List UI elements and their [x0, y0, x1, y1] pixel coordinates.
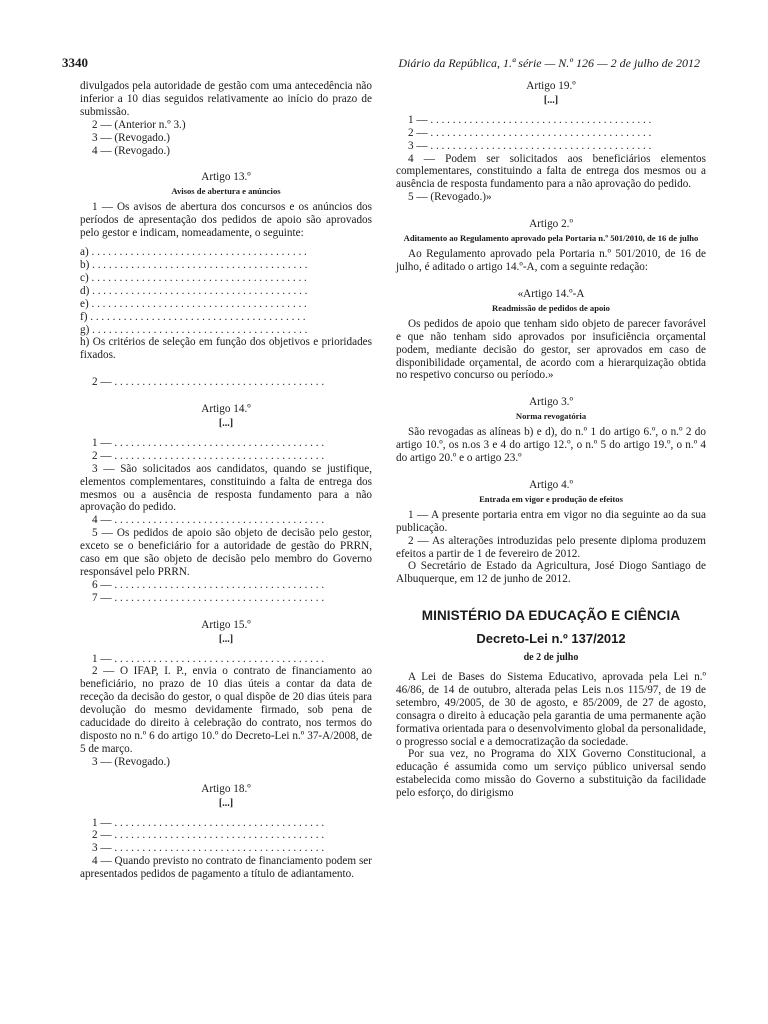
ministry-heading: MINISTÉRIO DA EDUCAÇÃO E CIÊNCIA	[421, 608, 681, 624]
paragraph: 3 — (Revogado.)	[92, 131, 170, 144]
paragraph: 2 — . . . . . . . . . . . . . . . . . . . . . . . . . . . . . . . . . . . . . .	[92, 449, 325, 462]
paragraph: 4 — Quando previsto no contrato de financiamento podem ser apresentados pedidos de pagamento a título de adiantamento.	[80, 855, 372, 881]
paragraph: A Lei de Bases do Sistema Educativo, aprovada pela Lei n.º 46/86, de 14 de outubro, alterada pelas Leis n.os 115/97, de 19 de setembro, 49/2005, de 30 de agosto, e 85/2009, de 27 de agosto, consagra o direito à educação pela garantia de uma permanente ação formativa orientada para o desenvolvimento global da personalidade, o progresso social e a democratização da sociedade.	[396, 671, 706, 748]
right-column	[396, 80, 706, 800]
article-subtitle: Entrada em vigor e produção de efeitos	[479, 493, 623, 504]
decree-title: Decreto-Lei n.º 137/2012	[476, 631, 626, 647]
list-item: g) . . . . . . . . . . . . . . . . . . . . . . . . . . . . . . . . . . . . . . .	[80, 323, 308, 336]
paragraph: 2 — . . . . . . . . . . . . . . . . . . . . . . . . . . . . . . . . . . . . . .	[92, 829, 325, 842]
omitted-marker: [...]	[218, 797, 234, 809]
paragraph: 4 — . . . . . . . . . . . . . . . . . . . . . . . . . . . . . . . . . . . . . .	[92, 514, 325, 527]
article-heading: Artigo 13.º	[201, 171, 251, 184]
list-item: f) . . . . . . . . . . . . . . . . . . . . . . . . . . . . . . . . . . . . . . .	[80, 310, 306, 323]
journal-header: Diário da República, 1.ª série — N.º 126 — 2 de julho de 2012	[398, 56, 700, 70]
paragraph: 2 — . . . . . . . . . . . . . . . . . . . . . . . . . . . . . . . . . . . . . .	[92, 376, 325, 389]
decree-date: de 2 de julho	[523, 652, 579, 664]
paragraph: 3 — . . . . . . . . . . . . . . . . . . . . . . . . . . . . . . . . . . . . . . . .	[408, 139, 652, 152]
paragraph: São revogadas as alíneas b) e d), do n.º 1 do artigo 6.º, o n.º 2 do artigo 10.º, os n.os 3 e 4 do artigo 12.º, o n.º 5 do artigo 19.º, o n.º 4 do artigo 20.º e o artigo 23.º	[396, 426, 706, 465]
article-heading: Artigo 14.º	[201, 403, 251, 416]
paragraph: 1 — . . . . . . . . . . . . . . . . . . . . . . . . . . . . . . . . . . . . . .	[92, 816, 325, 829]
paragraph: 3 — São solicitados aos candidatos, quando se justifique, elementos complementares, constituindo a falta de entrega dos mesmos ou a ausência de resposta fundamento para a não aprovação do pedido.	[80, 462, 372, 514]
omitted-marker: [...]	[218, 418, 234, 430]
article-heading: Artigo 15.º	[201, 618, 251, 631]
paragraph: 1 — . . . . . . . . . . . . . . . . . . . . . . . . . . . . . . . . . . . . . .	[92, 652, 325, 665]
paragraph: 3 — . . . . . . . . . . . . . . . . . . . . . . . . . . . . . . . . . . . . . .	[92, 842, 325, 855]
paragraph: divulgados pela autoridade de gestão com uma antecedência não inferior a 10 dias seguidos relativamente ao início do prazo de submissão.	[80, 80, 372, 118]
paragraph: 2 — (Anterior n.º 3.)	[92, 118, 186, 131]
paragraph: 4 — (Revogado.)	[92, 144, 170, 157]
list-item: c) . . . . . . . . . . . . . . . . . . . . . . . . . . . . . . . . . . . . . . .	[80, 271, 307, 284]
omitted-marker: [...]	[218, 633, 234, 645]
paragraph: 1 — A presente portaria entra em vigor no dia seguinte ao da sua publicação.	[396, 508, 706, 534]
left-column	[80, 80, 372, 881]
paragraph: 6 — . . . . . . . . . . . . . . . . . . . . . . . . . . . . . . . . . . . . . .	[92, 578, 325, 591]
paragraph: Por sua vez, no Programa do XIX Governo Constitucional, a educação é assumida como um serviço público universal sendo estabelecida como missão do Governo a substituição da facilidade pelo esforço, do dirigismo	[396, 748, 706, 800]
signature-line: O Secretário de Estado da Agricultura, José Diogo Santiago de Albuquerque, em 12 de junho de 2012.	[396, 560, 706, 586]
paragraph: 2 — . . . . . . . . . . . . . . . . . . . . . . . . . . . . . . . . . . . . . . . .	[408, 126, 652, 139]
article-heading: «Artigo 14.º-A	[517, 287, 585, 300]
paragraph: 5 — (Revogado.)»	[408, 191, 492, 204]
omitted-marker: [...]	[543, 94, 559, 106]
list-item: b) . . . . . . . . . . . . . . . . . . . . . . . . . . . . . . . . . . . . . . .	[80, 258, 308, 271]
paragraph: 4 — Podem ser solicitados aos beneficiários elementos complementares, constituindo a falta de entrega dos mesmos ou a ausência de resposta fundamento para a não aprovação do pedido.	[396, 152, 706, 191]
paragraph: 2 — O IFAP, I. P., envia o contrato de financiamento ao beneficiário, no prazo de 10 dias úteis a contar da data de receção da decisão do gestor, o qual dispõe de 20 dias úteis para devolução do mesmo devidamente firmado, sob pena de caducidade do direito à celebração do contrato, nos termos do disposto no n.º 6 do artigo 10.º do Decreto-Lei n.º 37-A/2008, de 5 de março.	[80, 665, 372, 755]
article-heading: Artigo 19.º	[526, 80, 576, 92]
paragraph: 1 — . . . . . . . . . . . . . . . . . . . . . . . . . . . . . . . . . . . . . .	[92, 436, 325, 449]
article-heading: Artigo 2.º	[529, 218, 573, 231]
paragraph: 1 — . . . . . . . . . . . . . . . . . . . . . . . . . . . . . . . . . . . . . . . .	[408, 113, 652, 126]
article-subtitle: Aditamento ao Regulamento aprovado pela Portaria n.º 501/2010, de 16 de julho	[403, 233, 699, 244]
article-subtitle: Avisos de abertura e anúncios	[171, 186, 281, 197]
paragraph: Ao Regulamento aprovado pela Portaria n.º 501/2010, de 16 de julho, é aditado o artigo 14.º-A, com a seguinte redação:	[396, 248, 706, 273]
article-subtitle: Norma revogatória	[515, 411, 587, 422]
paragraph: Os pedidos de apoio que tenham sido objeto de parecer favorável e que não tenham sido aprovados por insuficiência orçamental podem, mediante decisão do gestor, ser aprovados em caso de disponibilidade orçamental, de acordo com a hierarquização obtida no respetivo concurso ou período.»	[396, 317, 706, 382]
article-subtitle: Readmissão de pedidos de apoio	[492, 302, 610, 313]
article-heading: Artigo 18.º	[201, 782, 251, 795]
list-item: d) . . . . . . . . . . . . . . . . . . . . . . . . . . . . . . . . . . . . . . .	[80, 284, 308, 297]
list-item: h) Os critérios de seleção em função dos objetivos e prioridades fixados.	[80, 336, 372, 362]
list-item: a) . . . . . . . . . . . . . . . . . . . . . . . . . . . . . . . . . . . . . . .	[80, 246, 307, 259]
paragraph: 3 — (Revogado.)	[92, 755, 170, 768]
paragraph: 1 — Os avisos de abertura dos concursos e os anúncios dos períodos de apresentação dos pedidos de apoio são aprovados pelo gestor e indicam, nomeadamente, o seguinte:	[80, 201, 372, 240]
article-heading: Artigo 4.º	[529, 478, 573, 491]
paragraph: 7 — . . . . . . . . . . . . . . . . . . . . . . . . . . . . . . . . . . . . . .	[92, 591, 325, 604]
paragraph: 5 — Os pedidos de apoio são objeto de decisão pelo gestor, exceto se o beneficiário for a autoridade de gestão do PRRN, caso em que são objeto de decisão pelo membro do Governo responsável pelo PRRN.	[80, 527, 372, 578]
list-item: e) . . . . . . . . . . . . . . . . . . . . . . . . . . . . . . . . . . . . . . .	[80, 297, 307, 310]
article-heading: Artigo 3.º	[529, 396, 573, 409]
page-number: 3340	[62, 55, 88, 70]
paragraph: 2 — As alterações introduzidas pelo presente diploma produzem efeitos a partir de 1 de fevereiro de 2012.	[396, 534, 706, 560]
